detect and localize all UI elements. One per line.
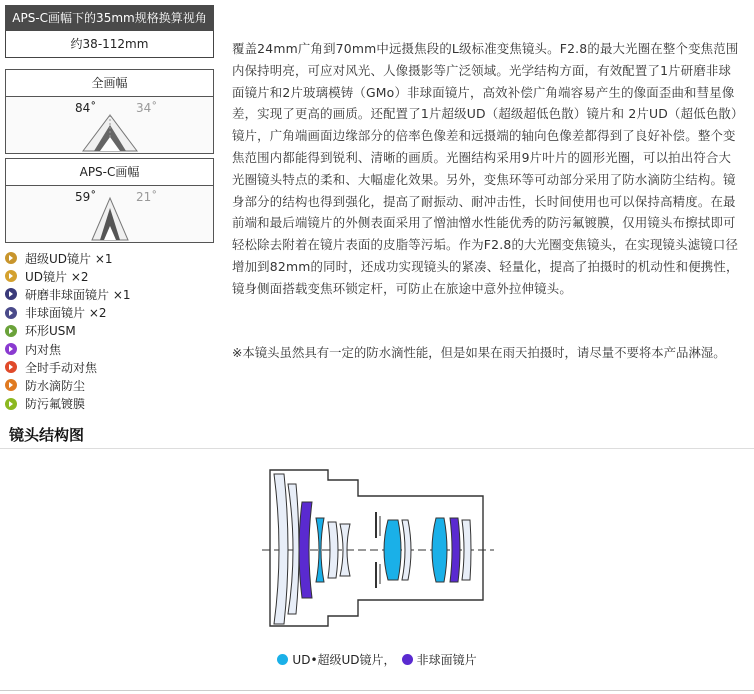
- feature-item: [5, 267, 215, 285]
- feature-item: [5, 322, 215, 340]
- feature-label: 内对焦: [25, 342, 62, 357]
- lens-construction-diagram: [258, 462, 498, 638]
- full-frame-angle-figure: [6, 97, 213, 153]
- feature-item: [5, 395, 215, 413]
- section-title: 镜头结构图: [9, 426, 85, 444]
- feature-item: [5, 358, 215, 376]
- product-description: 覆盖24mm广角到70mm中远摄焦段的L级标准变焦镜头。F2.8的最大光圈在整个变焦范围内保持明亮，可应对风光、人像摄影等广泛领域。光学结构方面，有效配置了1片研磨非球面镜片和2片玻璃模铸（GMo）非球面镜片，高效补偿广角端容易产生的像面歪曲和彗星像差，实现了更高的画质。还配置了1片超级UD（超级超低色散）镜片和 2片UD（超低色散）镜片，广角端画面边缘部分的倍率色像差和远摄端的轴向色像差都得到了良好补偿。整个变焦范围内都能得到锐利、清晰的画质。光圈结构采用9片叶片的圆形光圈，可以拍出符合大光圈镜头特点的柔和、大幅虚化效果。另外，变焦环等可动部分采用了防水滴防尘结构。镜身部分的结构也得到强化，提高了耐振动、耐冲击性，长时间使用也可以保持高精度。在最前端和最后端镜片的外侧表面采用了憎油憎水性能优秀的防污氟镀膜，仅用镜头布擦拭即可轻松除去附着在镜片表面的皮脂等污垢。作为F2.8的大光圈变焦镜头，在实现镜头滤镜口径增加到82mm的同时，还成功实现镜头的紧凑、轻量化，提高了拍摄时的机动性和便携性，镜身侧面搭载变焦环锁定杆，可防止在旅途中意外拉伸镜头。: [232, 41, 739, 296]
- feature-item: [5, 249, 215, 267]
- apsc-angle-card: [5, 158, 214, 243]
- spec-value: 约38-112mm: [5, 31, 214, 58]
- aspheric-legend-label: 非球面镜片: [416, 653, 477, 667]
- feature-bullet-icon: [5, 361, 17, 373]
- apsc-angle-figure: [6, 186, 213, 242]
- full-frame-angle-card: [5, 69, 214, 154]
- full-frame-title: 全画幅: [6, 70, 213, 97]
- water-resistance-note: ※本镜头虽然具有一定的防水滴性能，但是如果在雨天拍摄时，请尽量不要将本产品淋湿。: [232, 345, 726, 360]
- section-divider: [0, 448, 754, 449]
- feature-label: 防污氟镀膜: [25, 397, 86, 412]
- angle-of-view-spec: [5, 5, 214, 58]
- feature-bullet-icon: [5, 398, 17, 410]
- ud-legend-label: UD•超级UD镜片，: [292, 653, 396, 667]
- full-frame-tele-angle: 34˚: [136, 101, 158, 115]
- apsc-tele-angle: 21˚: [136, 190, 158, 204]
- full-frame-wide-angle: 84˚: [75, 101, 97, 115]
- feature-label: 非球面镜片 ×2: [25, 306, 107, 321]
- feature-item: [5, 376, 215, 394]
- bottom-divider: [0, 690, 754, 691]
- feature-list: [5, 249, 215, 413]
- angle-fan-icon: [6, 97, 213, 153]
- feature-item: [5, 285, 215, 303]
- feature-label: 超级UD镜片 ×1: [25, 251, 113, 266]
- feature-label: 全时手动对焦: [25, 360, 98, 375]
- feature-bullet-icon: [5, 252, 17, 264]
- feature-label: 环形USM: [25, 324, 76, 339]
- feature-bullet-icon: [5, 325, 17, 337]
- spec-header: APS-C画幅下的35mm规格换算视角: [5, 5, 214, 31]
- apsc-wide-angle: 59˚: [75, 190, 97, 204]
- feature-item: [5, 304, 215, 322]
- feature-label: UD镜片 ×2: [25, 269, 89, 284]
- feature-label: 研磨非球面镜片 ×1: [25, 287, 131, 302]
- feature-bullet-icon: [5, 379, 17, 391]
- feature-bullet-icon: [5, 307, 17, 319]
- feature-bullet-icon: [5, 288, 17, 300]
- feature-bullet-icon: [5, 343, 17, 355]
- aspheric-legend-dot: [402, 654, 413, 665]
- lens-diagram-icon: [258, 462, 498, 634]
- apsc-title: APS-C画幅: [6, 159, 213, 186]
- ud-legend-dot: [277, 654, 288, 665]
- angle-fan-icon: [6, 186, 213, 242]
- feature-bullet-icon: [5, 270, 17, 282]
- feature-item: [5, 340, 215, 358]
- feature-label: 防水滴防尘: [25, 378, 86, 393]
- diagram-legend: [0, 651, 754, 668]
